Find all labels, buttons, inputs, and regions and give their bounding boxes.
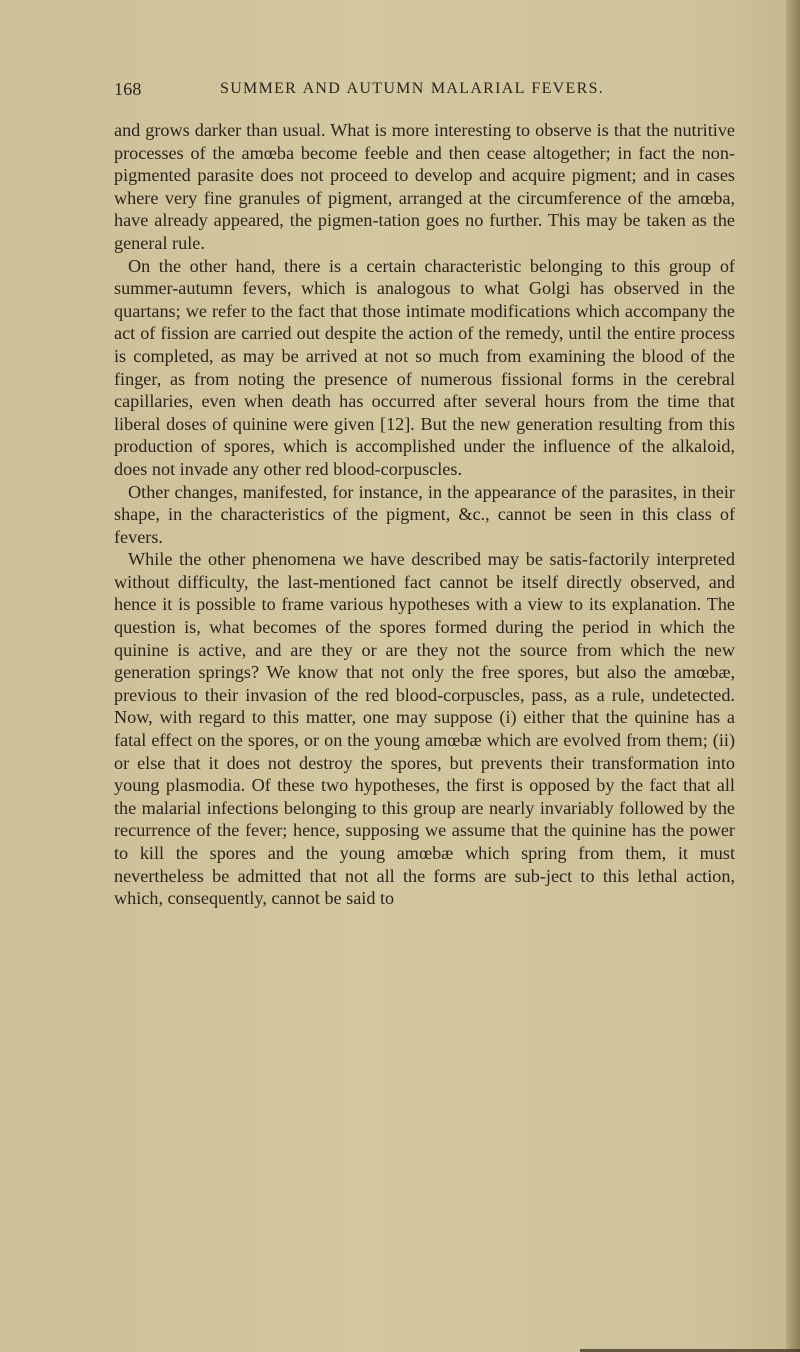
running-title: SUMMER AND AUTUMN MALARIAL FEVERS. [220, 80, 605, 97]
paragraph-1: and grows darker than usual. What is more interesting to observe is that the nutritive processes of the amœba become feeble and then cease altogether; in fact the non-pigmented parasite does not proceed to develop and acquire pigment; and in cases where very fine granules of pigment, arranged at the circumference of the amœba, have already appeared, the pigmen-tation goes no further. This may be taken as the general rule. [114, 120, 735, 253]
page-header [114, 79, 734, 103]
paragraph-3: Other changes, manifested, for instance, in the appearance of the parasites, in their shape, in the characteristics of the pigment, &c., cannot be seen in this class of fevers. [114, 481, 735, 547]
paragraph-4: While the other phenomena we have described may be satis-factorily interpreted without difficulty, the last-mentioned fact cannot be itself directly observed, and hence it is possible to frame various hypotheses with a view to its explanation. The question is, what becomes of the spores formed during the period in which the quinine is active, and are they or are they not the source from which the new generation springs? We know that not only the free spores, but also the amœbæ, previous to their invasion of the red blood-corpuscles, pass, as a rule, undetected. Now, with regard to this matter, one may suppose (i) either that the quinine has a fatal effect on the spores, or on the young amœbæ which are evolved from them; (ii) or else that it does not destroy the spores, but prevents their transformation into young plasmodia. Of these two hypotheses, the first is opposed by the fact that all the malarial infections belonging to this group are nearly invariably followed by the recurrence of the fever; hence, supposing we assume that the quinine has the power to kill the spores and the young amœbæ which spring from them, it must nevertheless be admitted that not all the forms are sub-ject to this lethal action, which, consequently, cannot be said to [114, 549, 735, 909]
body-text [114, 119, 735, 910]
page-edge [786, 0, 800, 1352]
paragraph-2: On the other hand, there is a certain characteristic belonging to this group of summer-autumn fevers, which is analogous to what Golgi has observed in the quartans; we refer to the fact that those intimate modifications which accompany the act of fission are carried out despite the action of the remedy, until the entire process is completed, as may be arrived at not so much from examining the blood of the finger, as from noting the presence of numerous fissional forms in the cerebral capillaries, even when death has occurred after several hours from the time that liberal doses of quinine were given [12]. But the new generation resulting from this production of spores, which is accomplished under the influence of the alkaloid, does not invade any other red blood-corpuscles. [114, 255, 735, 479]
page-number: 168 [114, 79, 142, 99]
